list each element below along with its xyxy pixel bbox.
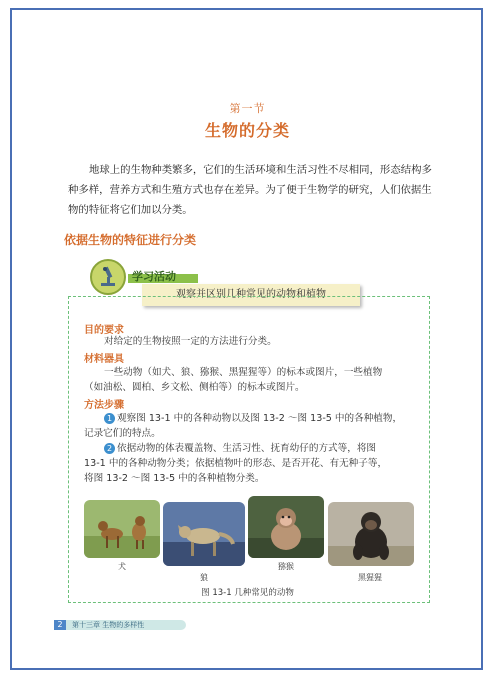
goal-text: 对给定的生物按照一定的方法进行分类。	[104, 336, 277, 347]
wolf-photo	[163, 502, 245, 566]
step2-number-badge: 2	[104, 443, 115, 454]
materials-label: 材料器具	[84, 354, 124, 365]
step1-line2: 记录它们的特点。	[84, 428, 161, 439]
section-number: 第一节	[229, 102, 266, 115]
caption-wolf: 狼	[200, 573, 208, 582]
macaque-photo	[248, 496, 324, 558]
chimpanzee-photo	[328, 502, 414, 566]
activity-title: 观察并区别几种常见的动物和植物	[142, 284, 360, 306]
step1-line1	[104, 411, 402, 426]
chapter-title: 第十三章 生物的多样性	[72, 621, 145, 629]
page-number: 2	[54, 620, 66, 630]
activity-label: 学习活动	[132, 270, 176, 283]
dog-photo	[84, 500, 160, 558]
steps-label: 方法步骤	[84, 400, 124, 411]
caption-macaque: 猕猴	[278, 562, 294, 571]
intro-paragraph: 地球上的生物种类繁多，它们的生活环境和生活习性不尽相同，形态结构多种多样，营养方式和生殖方式也存在差异。为了便于生物学的研究，人们依据生物的特征将它们加以分类。	[68, 164, 432, 216]
goal-label: 目的要求	[84, 325, 124, 336]
materials-text-line1: 一些动物（如犬、狼、猕猴、黑猩猩等）的标本或图片，一些植物	[104, 367, 383, 378]
figure-caption: 图 13-1 几种常见的动物	[201, 588, 294, 598]
materials-text-line2: （如油松、圆柏、乡文松、侧柏等）的标本或图片。	[84, 382, 305, 393]
step2-line2: 13-1 中的各种动物分类；依据植物叶的形态、是否开花、有无种子等，	[84, 458, 388, 469]
step2-line1	[104, 441, 376, 456]
step2-line3: 将图 13-2 ～图 13-5 中的各种植物分类。	[84, 473, 265, 484]
caption-chimpanzee: 黑猩猩	[358, 573, 382, 582]
section-title: 生物的分类	[204, 121, 290, 140]
sub-heading: 依据生物的特征进行分类	[64, 233, 197, 247]
step1-number-badge: 1	[104, 413, 115, 424]
caption-dog: 犬	[118, 562, 126, 571]
step1-text: 观察图 13-1 中的各种动物以及图 13-2 ～图 13-5 中的各种植物，	[117, 413, 403, 424]
microscope-icon	[90, 259, 126, 295]
step2-text: 依据动物的体表覆盖物、生活习性、抚育幼仔的方式等，将图	[117, 443, 377, 454]
